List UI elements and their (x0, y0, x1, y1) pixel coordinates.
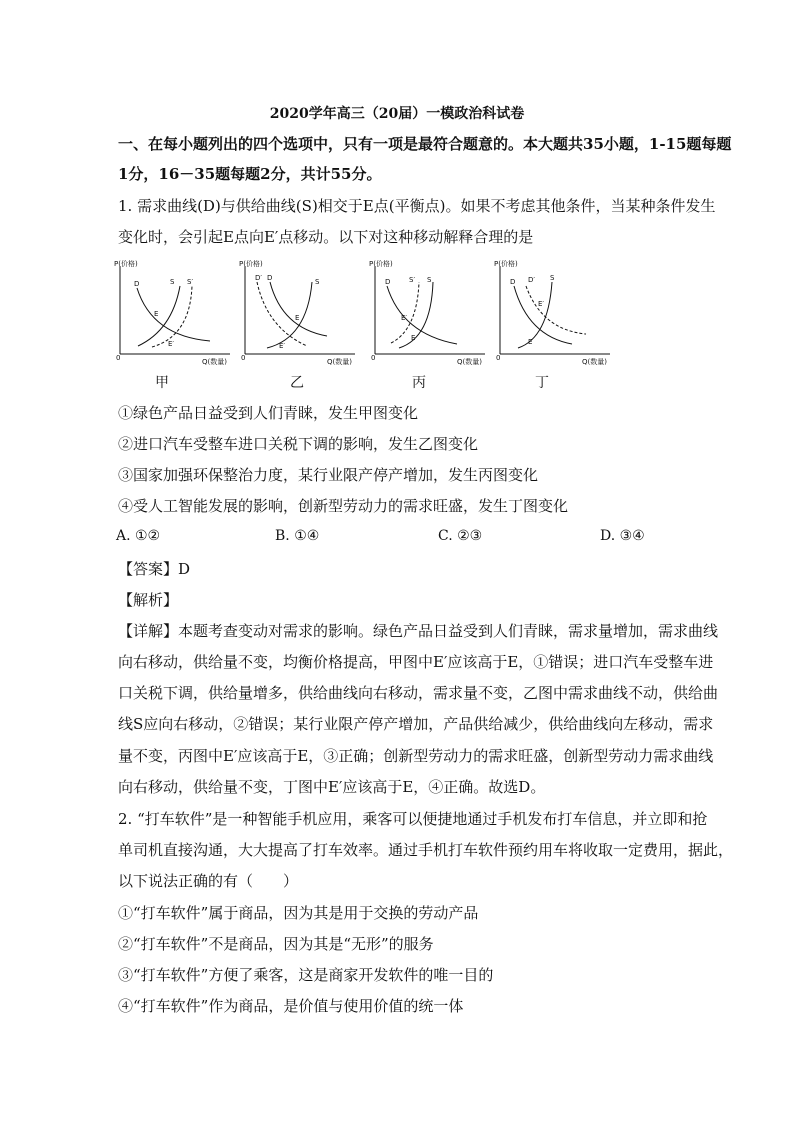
label-S: S (427, 276, 432, 284)
section-header-line-1: 一、在每小题列出的四个选项中，只有一项是最符合题意的。本大题共35小题，1-15题每题 (118, 135, 732, 153)
x-axis-label: Q(数量) (582, 358, 607, 366)
graph-bing-label: 丙 (412, 375, 426, 391)
label-D: D (134, 280, 140, 288)
q1-statement-1: ①绿色产品日益受到人们青睐，发生甲图变化 (118, 404, 419, 422)
q1-statement-4: ④受人工智能发展的影响，创新型劳动力的需求旺盛，发生丁图变化 (118, 497, 569, 515)
curve-D-prime (526, 286, 586, 334)
label-E-prime: E′ (279, 342, 286, 350)
graph-bing-svg (367, 258, 492, 368)
q2-stem-line-2: 单司机直接沟通，大大提高了打车效率。通过手机打车软件预约用车将收取一定费用，据此， (118, 841, 734, 859)
graph-yi-label: 乙 (290, 375, 304, 391)
label-E: E (411, 334, 416, 342)
curve-D (270, 282, 327, 336)
label-E-prime: E′ (401, 314, 408, 322)
graph-jia-svg (112, 258, 237, 368)
y-axis-label: P(价格) (239, 260, 263, 268)
label-D: D (385, 278, 391, 286)
origin-label: 0 (116, 354, 121, 362)
label-D-prime: D′ (255, 274, 262, 282)
q1-detail-line-3: 口关税下调，供给量增多，供给曲线向右移动，需求量不变，乙图中需求曲线不动，供给曲 (118, 684, 719, 702)
q1-analysis-label: 【解析】 (118, 591, 179, 609)
curve-S (267, 282, 312, 348)
q2-statement-4: ④“打车软件”作为商品，是价值与使用价值的统一体 (118, 997, 464, 1015)
q1-detail-line-4: 线S应向右移动，②错误；某行业限产停产增加，产品供给减少，供给曲线向左移动，需求 (118, 715, 714, 733)
origin-label: 0 (496, 354, 501, 362)
curve-S (518, 282, 552, 348)
graph-bing (367, 258, 492, 390)
label-E: E (295, 314, 300, 322)
q1-answer: 【答案】D (118, 560, 191, 578)
q1-statement-2: ②进口汽车受整车进口关税下调的影响，发生乙图变化 (118, 435, 479, 453)
y-axis-label: P(价格) (114, 260, 138, 268)
label-D: D (510, 278, 516, 286)
label-S: S (315, 278, 320, 286)
graph-jia (112, 258, 237, 390)
q2-stem-line-3: 以下说法正确的有（ ） (118, 872, 299, 890)
q2-statement-1: ①“打车软件”属于商品，因为其是用于交换的劳动产品 (118, 904, 479, 922)
label-S: S (170, 278, 175, 286)
q1-statement-3: ③国家加强环保整治力度，某行业限产停产增加，发生丙图变化 (118, 466, 539, 484)
q1-option-a: A. ①② (116, 528, 161, 544)
graph-jia-label: 甲 (155, 375, 169, 391)
y-axis-label: P(价格) (494, 260, 518, 268)
label-S-prime: S′ (409, 276, 416, 284)
q1-detail-line-6: 向右移动，供给量不变，丁图中E′应该高于E，④正确。故选D。 (118, 778, 546, 796)
curve-D-prime (257, 282, 307, 346)
q2-statement-2: ②“打车软件”不是商品，因为其是“无形”的服务 (118, 935, 434, 953)
curve-S (138, 286, 180, 346)
label-E-prime: E′ (538, 300, 545, 308)
curve-D (514, 286, 572, 344)
label-E: E (154, 310, 159, 318)
label-D: D (267, 274, 273, 282)
origin-label: 0 (371, 354, 376, 362)
q1-option-b: B. ①④ (275, 528, 320, 544)
q1-stem-line-1: 1. 需求曲线(D)与供给曲线(S)相交于E点(平衡点)。如果不考虑其他条件，当某种条件发生 (118, 197, 716, 215)
q1-option-c: C. ②③ (438, 528, 483, 544)
q1-option-d: D. ③④ (600, 528, 645, 544)
label-S-prime: S′ (187, 278, 194, 286)
label-D-prime: D′ (528, 276, 535, 284)
page-title: 2020学年高三（20届）一模政治科试卷 (269, 106, 525, 122)
q2-statement-3: ③“打车软件”方便了乘客，这是商家开发软件的唯一目的 (118, 966, 494, 984)
x-axis-label: Q(数量) (457, 358, 482, 366)
curve-D (387, 286, 457, 344)
x-axis-label: Q(数量) (202, 358, 227, 366)
q2-stem-line-1: 2. “打车软件”是一种智能手机应用，乘客可以便捷地通过手机发布打车信息，并立即和抢 (118, 810, 708, 828)
q1-detail-line-2: 向右移动，供给量不变，均衡价格提高，甲图中E′应该高于E，①错误；进口汽车受整车进 (118, 653, 714, 671)
graph-yi (237, 258, 362, 390)
q1-detail-line-1: 【详解】本题考查变动对需求的影响。绿色产品日益受到人们青睐，需求量增加，需求曲线 (118, 622, 719, 640)
q1-stem-line-2: 变化时，会引起E点向E′点移动。以下对这种移动解释合理的是 (118, 228, 534, 246)
graph-ding-label: 丁 (535, 375, 549, 391)
q1-detail-line-5: 量不变，丙图中E′应该高于E，③正确；创新型劳动力的需求旺盛，创新型劳动力需求曲线 (118, 747, 714, 765)
label-S: S (550, 274, 555, 282)
graph-ding-svg (492, 258, 617, 368)
label-E-prime: E′ (168, 340, 175, 348)
graph-yi-svg (237, 258, 362, 368)
origin-label: 0 (241, 354, 246, 362)
section-header-line-2: 1分，16－35题每题2分，共计55分。 (118, 165, 382, 183)
curve-D (137, 288, 210, 341)
y-axis-label: P(价格) (369, 260, 393, 268)
graph-ding (492, 258, 617, 390)
x-axis-label: Q(数量) (327, 358, 352, 366)
label-E: E (528, 338, 533, 346)
